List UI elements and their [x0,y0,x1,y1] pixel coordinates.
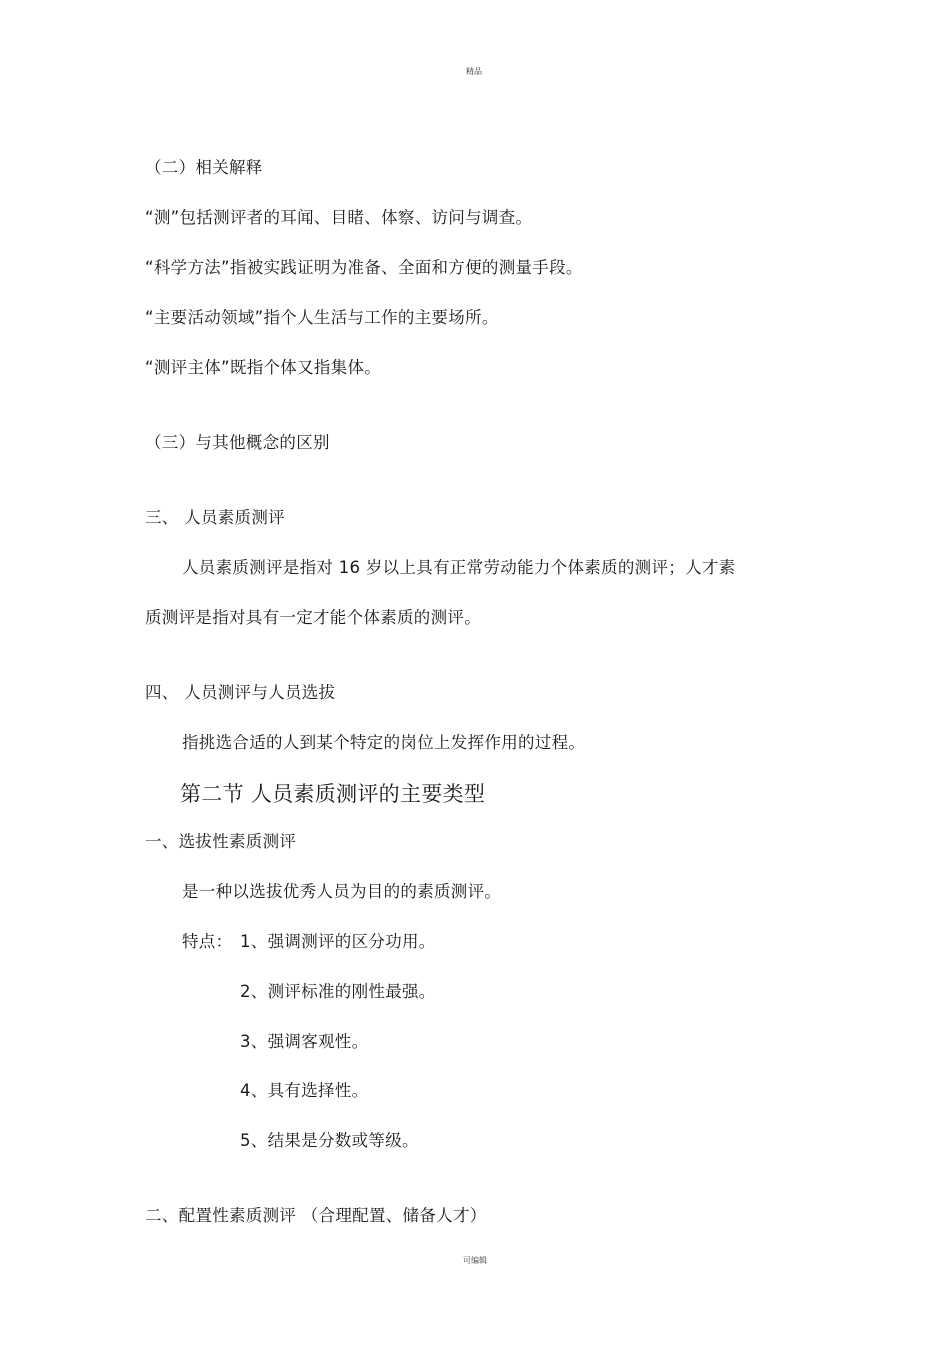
paragraph-line: 人员素质测评是指对 16 岁以上具有正常劳动能力个体素质的测评；人才素 [182,558,736,577]
type-heading-allocative-assessment: 二、配置性素质测评 （合理配置、储备人才） [145,1206,487,1225]
feature-item: 5、结果是分数或等级。 [240,1131,419,1150]
page-footer-label: 可编辑 [463,1256,487,1265]
feature-item: 4、具有选择性。 [240,1081,369,1100]
page-header-label: 精品 [466,67,482,76]
features-label: 特点： [182,932,233,951]
feature-item: 3、强调客观性。 [240,1032,369,1051]
subsection-heading-related-explanations: （二）相关解释 [145,158,263,177]
definition-line: “测评主体”既指个体又指集体。 [145,358,382,377]
section-heading-assessment-and-selection: 四、 人员测评与人员选拔 [145,683,336,702]
section-heading-personnel-assessment: 三、 人员素质测评 [145,508,285,527]
definition-line: “测”包括测评者的耳闻、目睹、体察、访问与调查。 [145,208,533,227]
feature-item: 1、强调测评的区分功用。 [240,932,436,951]
type-heading-selective-assessment: 一、选拔性素质测评 [145,832,297,851]
section-title: 第二节 人员素质测评的主要类型 [180,782,486,806]
paragraph-line: 质测评是指对具有一定才能个体素质的测评。 [145,608,481,627]
definition-line: “主要活动领域”指个人生活与工作的主要场所。 [145,308,499,327]
definition-line: “科学方法”指被实践证明为准备、全面和方便的测量手段。 [145,258,583,277]
paragraph-line: 指挑选合适的人到某个特定的岗位上发挥作用的过程。 [182,733,586,752]
subsection-heading-differences: （三）与其他概念的区别 [145,433,330,452]
paragraph-line: 是一种以选拔优秀人员为目的的素质测评。 [182,882,502,901]
feature-item: 2、测评标准的刚性最强。 [240,982,436,1001]
